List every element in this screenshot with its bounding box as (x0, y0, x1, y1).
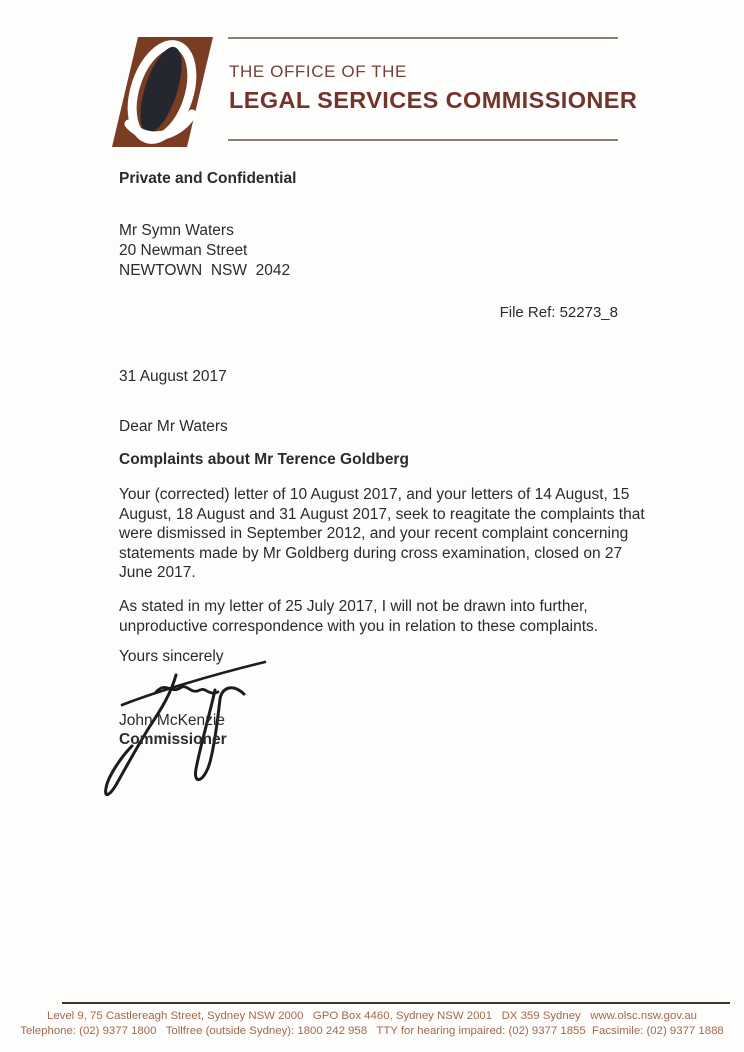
paragraph-line: Your (corrected) letter of 10 August 2017, and your letters of 14 August, 15 (119, 486, 630, 503)
recipient-street: 20 Newman Street (119, 242, 248, 259)
paragraph-line: As stated in my letter of 25 July 2017, I will not be drawn into further, (119, 598, 588, 615)
signatory-name: John McKenzie (119, 712, 225, 729)
letterhead-org-name: LEGAL SERVICES COMMISSIONER (229, 87, 638, 113)
recipient-name: Mr Symn Waters (119, 222, 234, 239)
footer-phone-line: Telephone: (02) 9377 1800 Tollfree (outside Sydney): 1800 242 958 TTY for hearing impaired: (02) 9377 1855 Facsimile: (02) 9377 1888 (20, 1024, 724, 1037)
body-paragraph-1 (119, 485, 645, 583)
signatory-title: Commissioner (119, 731, 227, 748)
subject-line: Complaints about Mr Terence Goldberg (119, 451, 409, 468)
olsc-seed-logo-icon (111, 34, 221, 151)
salutation: Dear Mr Waters (119, 418, 228, 435)
paragraph-line: were dismissed in September 2012, and your recent complaint concerning (119, 525, 629, 543)
file-reference: File Ref: 52273_8 (499, 304, 618, 321)
footer-contact-block (0, 1009, 744, 1038)
paragraph-line: unproductive correspondence with you in relation to these complaints. (119, 617, 599, 635)
privacy-notice: Private and Confidential (119, 170, 297, 187)
letter-date: 31 August 2017 (119, 368, 227, 385)
letterhead-office-line: THE OFFICE OF THE (229, 62, 408, 81)
letterhead-bottom-rule (228, 139, 618, 141)
footer-address-line: Level 9, 75 Castlereagh Street, Sydney NSW 2000 GPO Box 4460, Sydney NSW 2001 DX 359 Sydney www.olsc.nsw.gov.au (46, 1010, 698, 1022)
closing-phrase: Yours sincerely (119, 648, 224, 665)
paragraph-line: August, 18 August and 31 August 2017, seek to reagitate the complaints that (119, 505, 645, 523)
footer-rule (62, 1002, 730, 1004)
letterhead-top-rule (228, 37, 618, 39)
paragraph-line: statements made by Mr Goldberg during cross examination, closed on 27 (119, 544, 623, 562)
body-paragraph-2 (119, 597, 598, 636)
recipient-address (119, 221, 290, 281)
recipient-suburb: NEWTOWN NSW 2042 (119, 262, 291, 279)
letterhead-text (229, 62, 637, 114)
paragraph-line: June 2017. (119, 564, 196, 582)
